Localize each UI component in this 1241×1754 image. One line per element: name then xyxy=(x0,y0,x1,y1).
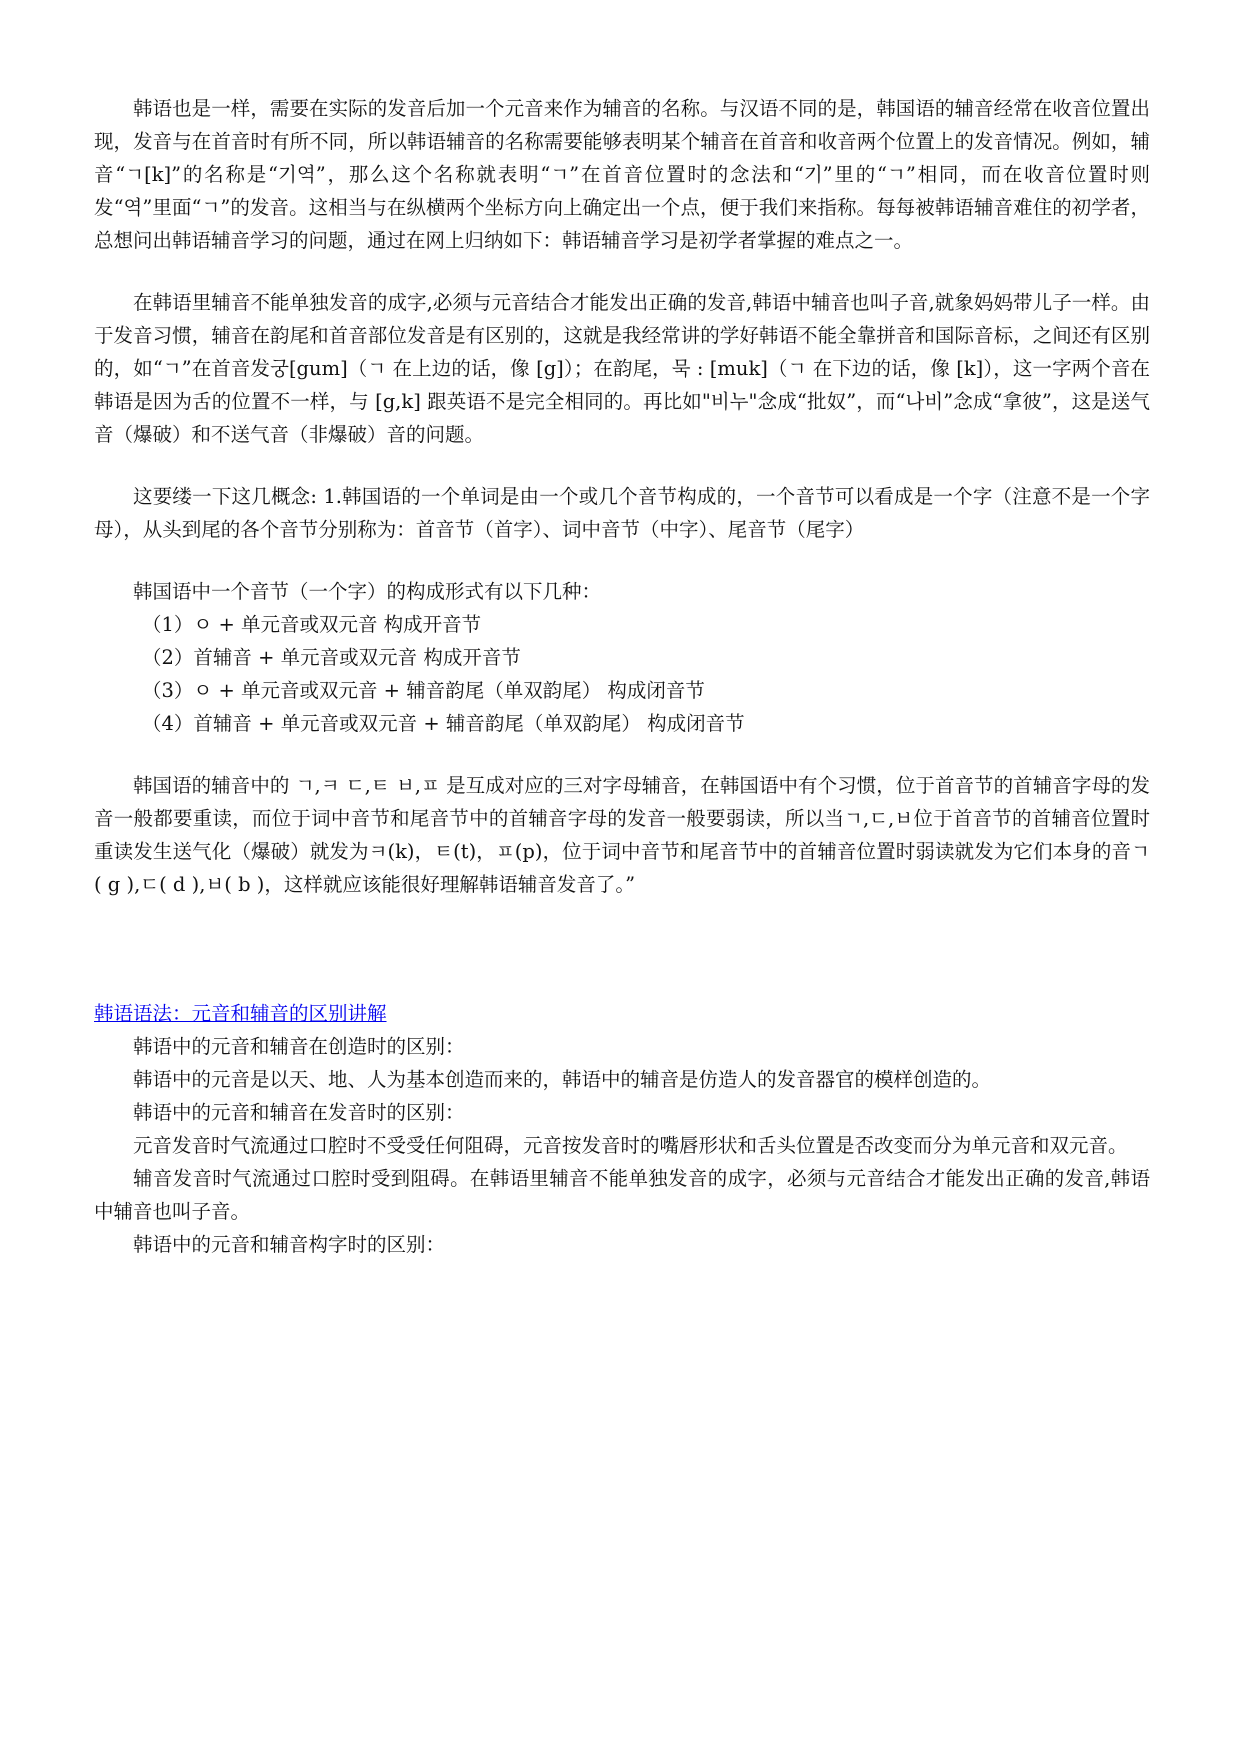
section-paragraph-creation-difference: 韩语中的元音和辅音在创造时的区别： xyxy=(133,1035,465,1058)
syllable-form-item-3: （3）ㅇ + 单元音或双元音 + 辅音韵尾（单双韵尾） 构成闭音节 xyxy=(142,679,705,702)
section-paragraph-consonant-pronunciation: 辅音发音时气流通过口腔时受到阻碍。在韩语里辅音不能单独发音的成字，必须与元音结合才能发出正确的发音,韩语中辅音也叫子音。 xyxy=(94,1167,1150,1223)
syllable-form-item-4: （4）首辅音 + 单元音或双元音 + 辅音韵尾（单双韵尾） 构成闭音节 xyxy=(142,712,745,735)
section-paragraph-composition-difference: 韩语中的元音和辅音构字时的区别： xyxy=(133,1233,446,1256)
paragraph-syllable-concepts: 这要缕一下这几概念: 1.韩国语的一个单词是由一个或几个音节构成的，一个音节可以看成是一个字（注意不是一个字母），从头到尾的各个音节分别称为：首音节（首字）、词中音节（中字）、尾音节（尾字） xyxy=(94,485,1150,541)
section-paragraph-creation-basis: 韩语中的元音是以天、地、人为基本创造而来的，韩语中的辅音是仿造人的发音器官的模样创造的。 xyxy=(133,1068,992,1091)
section-heading-link[interactable]: 韩语语法：元音和辅音的区别讲解 xyxy=(94,1002,387,1025)
section-heading-wrapper xyxy=(94,997,1150,1030)
syllable-form-item-1: （1）ㅇ + 单元音或双元音 构成开音节 xyxy=(142,613,482,636)
syllable-form-item-2: （2）首辅音 + 单元音或双元音 构成开音节 xyxy=(142,646,521,669)
document-page xyxy=(94,92,1150,1261)
section-paragraph-pronunciation-difference: 韩语中的元音和辅音在发音时的区别： xyxy=(133,1101,465,1124)
section-paragraph-vowel-pronunciation: 元音发音时气流通过口腔时不受受任何阻碍，元音按发音时的嘴唇形状和舌头位置是否改变而分为单元音和双元音。 xyxy=(133,1134,1128,1157)
paragraph-aspirated-consonants: 韩国语的辅音中的 ㄱ,ㅋ ㄷ,ㅌ ㅂ,ㅍ 是互成对应的三对字母辅音，在韩国语中有个习惯，位于首音节的首辅音字母的发音一般都要重读，而位于词中音节和尾音节中的首辅音字母的发音一般要弱读，所以当ㄱ,ㄷ,ㅂ位于首音节的首辅音位置时重读发生送气化（爆破）就发为ㅋ(k)，ㅌ(t)，ㅍ(p)，位于词中音节和尾音节中的首辅音位置时弱读就发为它们本身的音ㄱ( g ),ㄷ( d ),ㅂ( b )，这样就应该能很好理解韩语辅音发音了。” xyxy=(94,774,1150,896)
paragraph-consonant-names: 韩语也是一样，需要在实际的发音后加一个元音来作为辅音的名称。与汉语不同的是，韩国语的辅音经常在收音位置出现，发音与在首音时有所不同，所以韩语辅音的名称需要能够表明某个辅音在首音和收音两个位置上的发音情况。例如，辅音“ㄱ[k]”的名称是“기역”，那么这个名称就表明“ㄱ”在首音位置时的念法和“기”里的“ㄱ”相同，而在收音位置时则发“역”里面“ㄱ”的发音。这相当与在纵横两个坐标方向上确定出一个点，便于我们来指称。每每被韩语辅音难住的初学者，总想问出韩语辅音学习的问题，通过在网上归纳如下：韩语辅音学习是初学者掌握的难点之一。 xyxy=(94,97,1150,252)
paragraph-consonant-position: 在韩语里辅音不能单独发音的成字,必须与元音结合才能发出正确的发音,韩语中辅音也叫子音,就象妈妈带儿子一样。由于发音习惯，辅音在韵尾和首音部位发音是有区别的，这就是我经常讲的学好韩语不能全靠拼音和国际音标，之间还有区别的，如“ㄱ”在首音发궁[gum]（ㄱ 在上边的话，像 [g]）；在韵尾，묵 : [muk]（ㄱ 在下边的话，像 [k]），这一字两个音在韩语是因为舌的位置不一样，与 [g,k] 跟英语不是完全相同的。再比如"비누"念成“批奴”，而“나비”念成“拿彼”，这是送气音（爆破）和不送气音（非爆破）音的问题。 xyxy=(94,291,1150,446)
paragraph-syllable-forms-intro: 韩国语中一个音节（一个字）的构成形式有以下几种： xyxy=(133,580,602,603)
